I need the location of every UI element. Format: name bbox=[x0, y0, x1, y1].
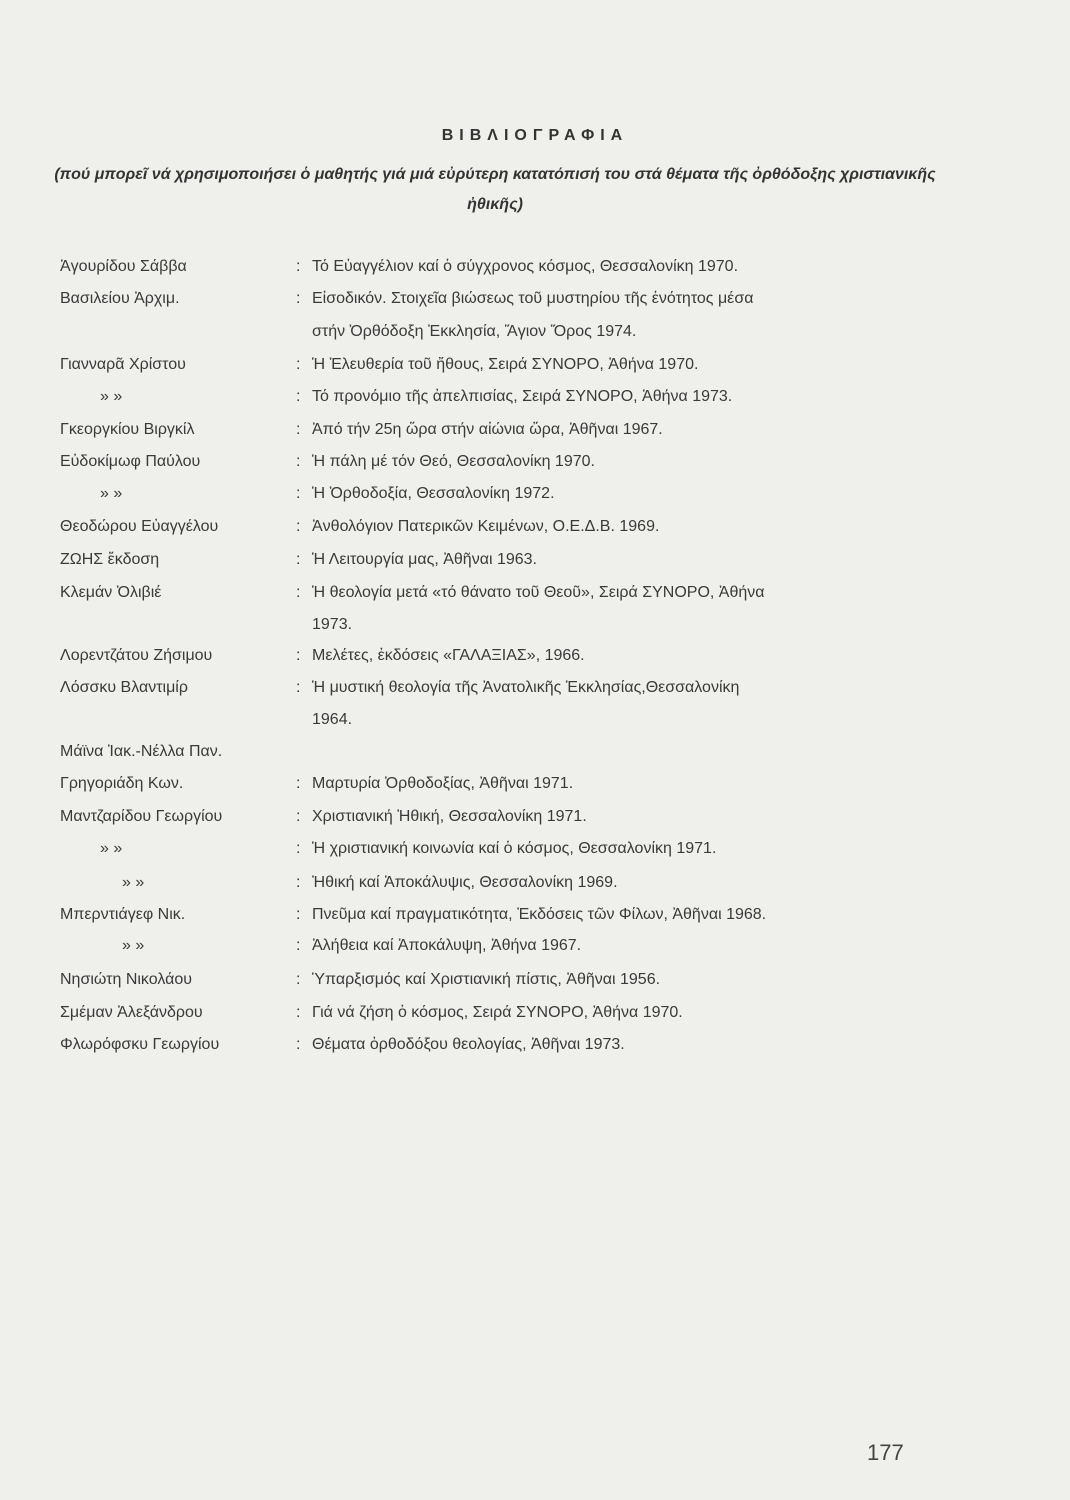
entry-work: Ἀνθολόγιον Πατερικῶν Κειμένων, Ο.Ε.Δ.Β. 1969. bbox=[312, 518, 660, 535]
entry-author: Σμέμαν Ἀλεξάνδρου bbox=[60, 1004, 203, 1021]
entry-colon: : bbox=[296, 356, 301, 373]
bibliography-entry bbox=[0, 743, 1070, 769]
entry-colon: : bbox=[296, 290, 301, 307]
bibliography-entry bbox=[0, 874, 1070, 900]
entry-colon: : bbox=[296, 874, 301, 891]
bibliography-entry bbox=[0, 518, 1070, 544]
entry-author: Λόσσκυ Βλαντιμίρ bbox=[60, 679, 188, 696]
entry-work: Ἡ χριστιανική κοινωνία καί ὁ κόσμος, Θεσσαλονίκη 1971. bbox=[312, 840, 717, 857]
entry-author: Νησιώτη Νικολάου bbox=[60, 971, 192, 988]
bibliography-entry bbox=[0, 971, 1070, 997]
entry-work: Μελέτες, ἐκδόσεις «ΓΑΛΑΞΙΑΣ», 1966. bbox=[312, 647, 585, 664]
entry-work: Θέματα ὀρθοδόξου θεολογίας, Ἀθῆναι 1973. bbox=[312, 1036, 625, 1053]
entry-work: Ἡ θεολογία μετά «τό θάνατο τοῦ Θεοῦ», Σειρά ΣΥΝΟΡΟ, Ἀθήνα bbox=[312, 584, 765, 601]
entry-work: Ὑπαρξισμός καί Χριστιανική πίστις, Ἀθῆναι 1956. bbox=[312, 971, 661, 988]
entry-colon: : bbox=[296, 840, 301, 857]
entry-work: Ἠθική καί Ἀποκάλυψις, Θεσσαλονίκη 1969. bbox=[312, 874, 618, 891]
entry-work: Χριστιανική Ἠθική, Θεσσαλονίκη 1971. bbox=[312, 808, 587, 825]
entry-author: Μάϊνα Ἰακ.-Νέλλα Παν. bbox=[60, 743, 223, 760]
entry-colon: : bbox=[296, 421, 301, 438]
entry-colon: : bbox=[296, 808, 301, 825]
entry-author: Γρηγοριάδη Κων. bbox=[60, 775, 184, 792]
entry-author: Μπερντιάγεφ Νικ. bbox=[60, 906, 186, 923]
bibliography-entry bbox=[0, 937, 1070, 963]
entry-work: Ἡ πάλη μέ τόν Θεό, Θεσσαλονίκη 1970. bbox=[312, 453, 595, 470]
entry-colon: : bbox=[296, 775, 301, 792]
entry-colon: : bbox=[296, 551, 301, 568]
entry-author: Γιανναρᾶ Χρίστου bbox=[60, 356, 186, 373]
entry-author: Μαντζαρίδου Γεωργίου bbox=[60, 808, 223, 825]
entry-colon: : bbox=[296, 906, 301, 923]
entry-work-continuation: 1973. bbox=[312, 616, 353, 633]
ditto-mark: » » bbox=[100, 840, 123, 857]
entry-author: ΖΩΗΣ ἔκδοση bbox=[60, 551, 160, 568]
entry-author: Λορεντζάτου Ζήσιμου bbox=[60, 647, 213, 664]
page-subtitle: (πού μπορεῖ νά χρησιμοποιήσει ὁ μαθητής γιά μιά εὐρύτερη κατατόπισή του στά θέματα τῆς ὀρθόδοξης χριστιανικῆς ἠθικῆς) bbox=[54, 166, 936, 213]
entry-work: Εἰσοδικόν. Στοιχεῖα βιώσεως τοῦ μυστηρίου τῆς ἑνότητος μέσα bbox=[312, 290, 754, 307]
entry-work: Μαρτυρία Ὀρθοδοξίας, Ἀθῆναι 1971. bbox=[312, 775, 574, 792]
page-number: 177 bbox=[867, 1440, 904, 1465]
bibliography-entry bbox=[0, 290, 1070, 316]
entry-work: Γιά νά ζήση ὁ κόσμος, Σειρά ΣΥΝΟΡΟ, Ἀθήνα 1970. bbox=[312, 1004, 683, 1021]
entry-colon: : bbox=[296, 518, 301, 535]
entry-work: Τό προνόμιο τῆς ἀπελπισίας, Σειρά ΣΥΝΟΡΟ, Ἀθήνα 1973. bbox=[312, 388, 733, 405]
page-title: ΒΙΒΛΙΟΓΡΑΦΙΑ bbox=[441, 127, 629, 144]
entry-author: Βασιλείου Ἀρχιμ. bbox=[60, 290, 180, 307]
entry-work: Ἡ Ἐλευθερία τοῦ ἤθους, Σειρά ΣΥΝΟΡΟ, Ἀθήνα 1970. bbox=[312, 356, 699, 373]
entry-work-continuation: στήν Ὀρθόδοξη Ἐκκλησία, Ἅγιον Ὄρος 1974. bbox=[312, 323, 637, 340]
entry-colon: : bbox=[296, 485, 301, 502]
bibliography-entry bbox=[0, 453, 1070, 479]
entry-author: Ἀγουρίδου Σάββα bbox=[60, 258, 187, 275]
entry-colon: : bbox=[296, 937, 301, 954]
bibliography-entry bbox=[0, 551, 1070, 577]
entry-work: Ἀλήθεια καί Ἀποκάλυψη, Ἀθήνα 1967. bbox=[312, 937, 582, 954]
entry-work-continuation: 1964. bbox=[312, 711, 353, 728]
ditto-mark: » » bbox=[100, 485, 123, 502]
entry-work: Ἡ μυστική θεολογία τῆς Ἀνατολικῆς Ἐκκλησίας,Θεσσαλονίκη bbox=[312, 679, 740, 696]
entry-author: Φλωρόφσκυ Γεωργίου bbox=[60, 1036, 220, 1053]
bibliography-entry bbox=[0, 808, 1070, 834]
entry-colon: : bbox=[296, 584, 301, 601]
bibliography-entry bbox=[0, 356, 1070, 382]
bibliography-entry bbox=[0, 258, 1070, 284]
bibliography-entry bbox=[0, 906, 1070, 932]
bibliography-entry bbox=[0, 679, 1070, 705]
entry-work: Ἀπό τήν 25η ὥρα στήν αἰώνια ὥρα, Ἀθῆναι 1967. bbox=[312, 421, 663, 438]
entry-colon: : bbox=[296, 258, 301, 275]
entry-author: Εὐδοκίμωφ Παύλου bbox=[60, 453, 201, 470]
bibliography-entry bbox=[0, 647, 1070, 673]
entry-author: Θεοδώρου Εὐαγγέλου bbox=[60, 518, 219, 535]
entry-colon: : bbox=[296, 453, 301, 470]
entry-colon: : bbox=[296, 647, 301, 664]
entry-author: Γκεοργκίου Βιργκίλ bbox=[60, 421, 195, 438]
bibliography-entry bbox=[0, 1004, 1070, 1030]
entry-author: Κλεμάν Ὀλιβιέ bbox=[60, 584, 162, 601]
bibliography-entry bbox=[0, 840, 1070, 866]
entry-work: Πνεῦμα καί πραγματικότητα, Ἐκδόσεις τῶν Φίλων, Ἀθῆναι 1968. bbox=[312, 906, 767, 923]
entry-colon: : bbox=[296, 1004, 301, 1021]
bibliography-entry bbox=[0, 1036, 1070, 1062]
entry-colon: : bbox=[296, 971, 301, 988]
bibliography-entry bbox=[0, 421, 1070, 447]
bibliography-entry-continuation bbox=[0, 616, 1070, 642]
bibliography-entry-continuation bbox=[0, 711, 1070, 737]
entry-colon: : bbox=[296, 388, 301, 405]
bibliography-entry bbox=[0, 584, 1070, 610]
bibliography-entry-continuation bbox=[0, 323, 1070, 349]
ditto-mark: » » bbox=[122, 874, 145, 891]
entry-colon: : bbox=[296, 1036, 301, 1053]
entry-work: Ἡ Λειτουργία μας, Ἀθῆναι 1963. bbox=[312, 551, 537, 568]
bibliography-entry bbox=[0, 388, 1070, 414]
ditto-mark: » » bbox=[122, 937, 145, 954]
entry-work: Τό Εὐαγγέλιον καί ὁ σύγχρονος κόσμος, Θεσσαλονίκη 1970. bbox=[312, 258, 739, 275]
bibliography-entry bbox=[0, 775, 1070, 801]
entry-colon: : bbox=[296, 679, 301, 696]
entry-work: Ἡ Ὀρθοδοξία, Θεσσαλονίκη 1972. bbox=[312, 485, 555, 502]
ditto-mark: » » bbox=[100, 388, 123, 405]
bibliography-entry bbox=[0, 485, 1070, 511]
